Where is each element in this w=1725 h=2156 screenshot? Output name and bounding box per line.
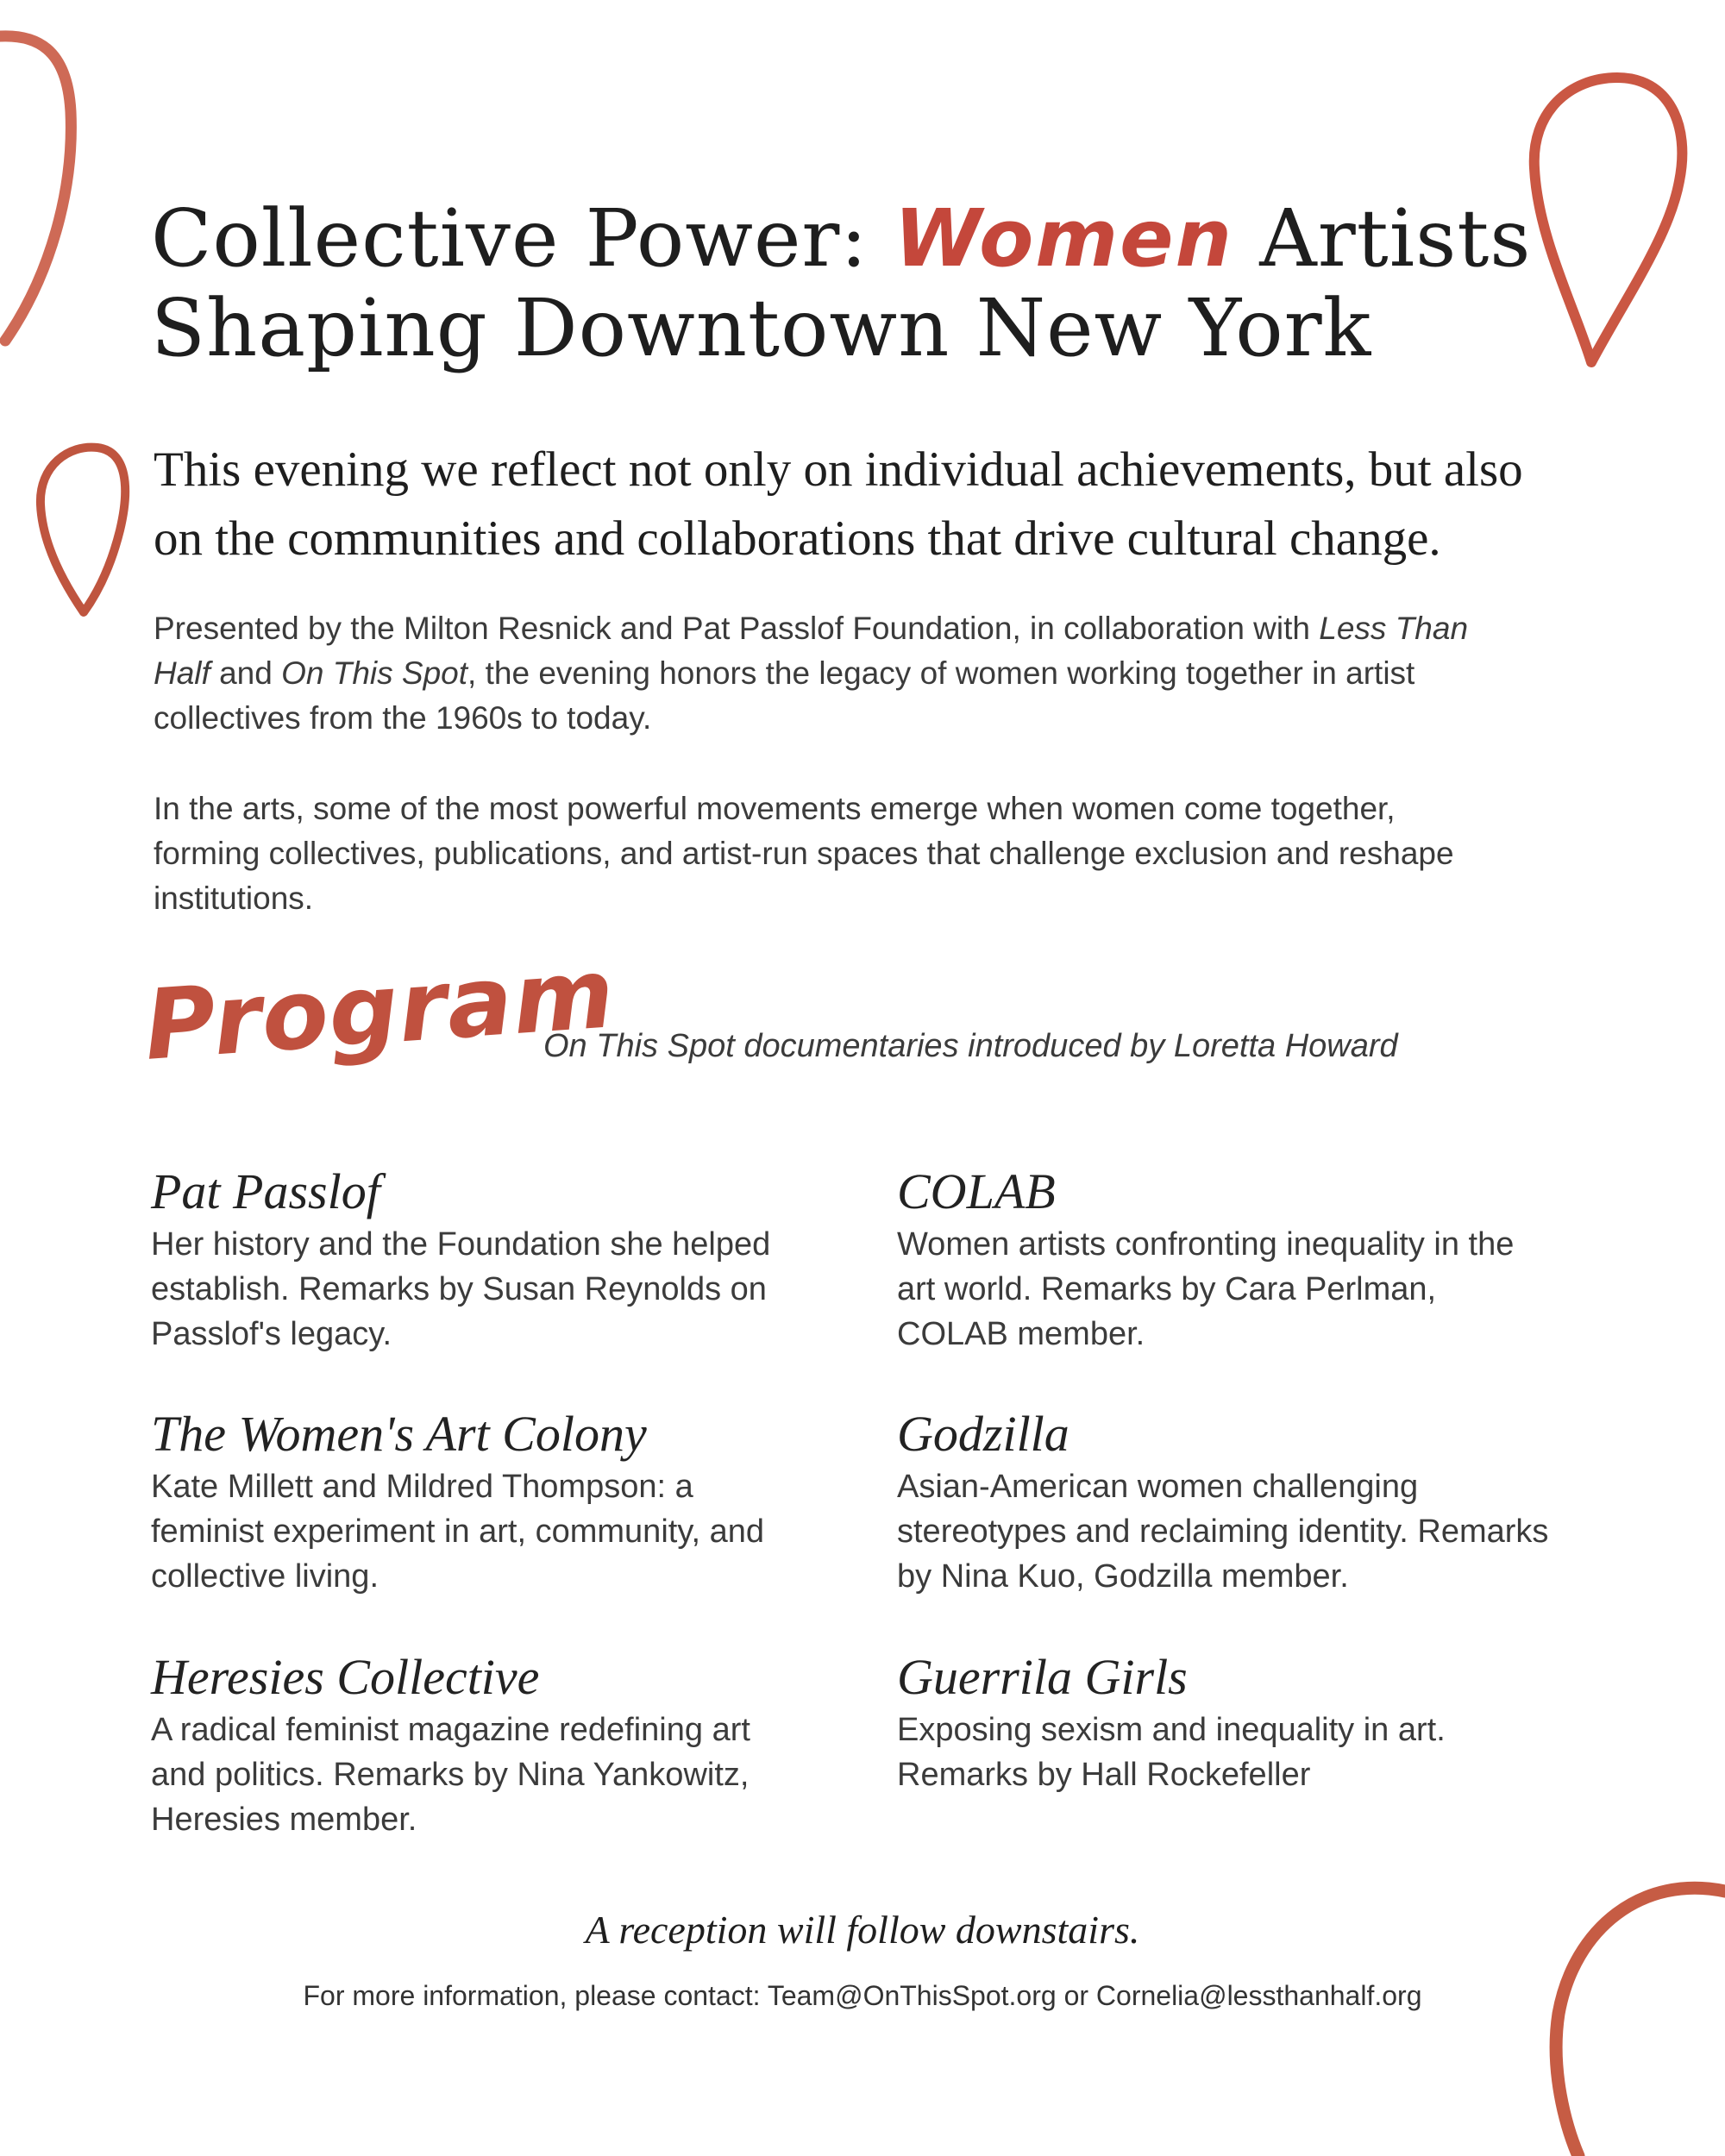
program-item-pat-passlof <box>151 1162 806 1357</box>
title-line-2: Shaping Downtown New York <box>151 282 1372 374</box>
intro-p1-italic-on-this-spot: On This Spot <box>281 655 468 691</box>
program-item-description: Exposing sexism and inequality in art. Remarks by Hall Rockefeller <box>897 1712 1446 1793</box>
lead-paragraph: This evening we reflect not only on individual achievements, but also on the communities and collaborations that drive cultural change. <box>154 442 1523 566</box>
program-item-title: Guerrila Girls <box>897 1649 1188 1705</box>
program-subtitle: On This Spot documentaries introduced by Loretta Howard <box>543 1028 1398 1064</box>
reception-note: A reception will follow downstairs. <box>585 1908 1140 1952</box>
page-title <box>151 194 1565 373</box>
contact-info: For more information, please contact: Team@OnThisSpot.org or Cornelia@lessthanhalf.org <box>303 1980 1422 2011</box>
program-item-heresies-collective <box>151 1647 806 1842</box>
brush-stroke-small-loop-icon <box>30 436 138 625</box>
intro-p1-mid: and <box>210 655 282 691</box>
program-item-title: Pat Passlof <box>151 1163 380 1219</box>
intro-p1-start: Presented by the Milton Resnick and Pat Passlof Foundation, in collaboration with <box>154 611 1320 646</box>
title-before: Collective Power: <box>151 192 894 285</box>
program-item-womens-art-colony <box>151 1404 806 1599</box>
brush-stroke-loop-icon <box>0 17 95 354</box>
program-item-title: Godzilla <box>897 1406 1070 1462</box>
title-line-1 <box>151 194 1565 284</box>
program-item-title: Heresies Collective <box>151 1649 540 1705</box>
program-heading: Program <box>141 937 618 1082</box>
program-item-title: COLAB <box>897 1163 1056 1219</box>
program-item-description: Women artists confronting inequality in the art world. Remarks by Cara Perlman, COLAB member. <box>897 1226 1515 1352</box>
program-item-guerrila-girls <box>897 1647 1552 1797</box>
intro-paragraph-1 <box>154 606 1499 741</box>
title-accent-word: Women <box>894 192 1234 285</box>
title-after: Artists <box>1233 192 1532 285</box>
intro-p1-end: , the evening honors the legacy of women working together in artist collectives from the 1960s to today. <box>154 655 1415 736</box>
program-item-description: A radical feminist magazine redefining art and politics. Remarks by Nina Yankowitz, Heresies member. <box>151 1712 750 1838</box>
intro-paragraph-2: In the arts, some of the most powerful movements emerge when women come together, forming collectives, publications, and artist-run spaces that challenge exclusion and reshape institutions. <box>154 791 1454 916</box>
program-item-title: The Women's Art Colony <box>151 1406 647 1462</box>
program-item-description: Her history and the Foundation she helped establish. Remarks by Susan Reynolds on Passlof's legacy. <box>151 1226 771 1352</box>
program-item-description: Asian-American women challenging stereotypes and reclaiming identity. Remarks by Nina Kuo, Godzilla member. <box>897 1469 1549 1595</box>
intro-p1-italic-less-than-half: Less Than Half <box>154 611 1469 691</box>
program-item-colab <box>897 1162 1552 1357</box>
program-item-godzilla <box>897 1404 1552 1599</box>
program-item-description: Kate Millett and Mildred Thompson: a feminist experiment in art, community, and collective living. <box>151 1469 765 1595</box>
